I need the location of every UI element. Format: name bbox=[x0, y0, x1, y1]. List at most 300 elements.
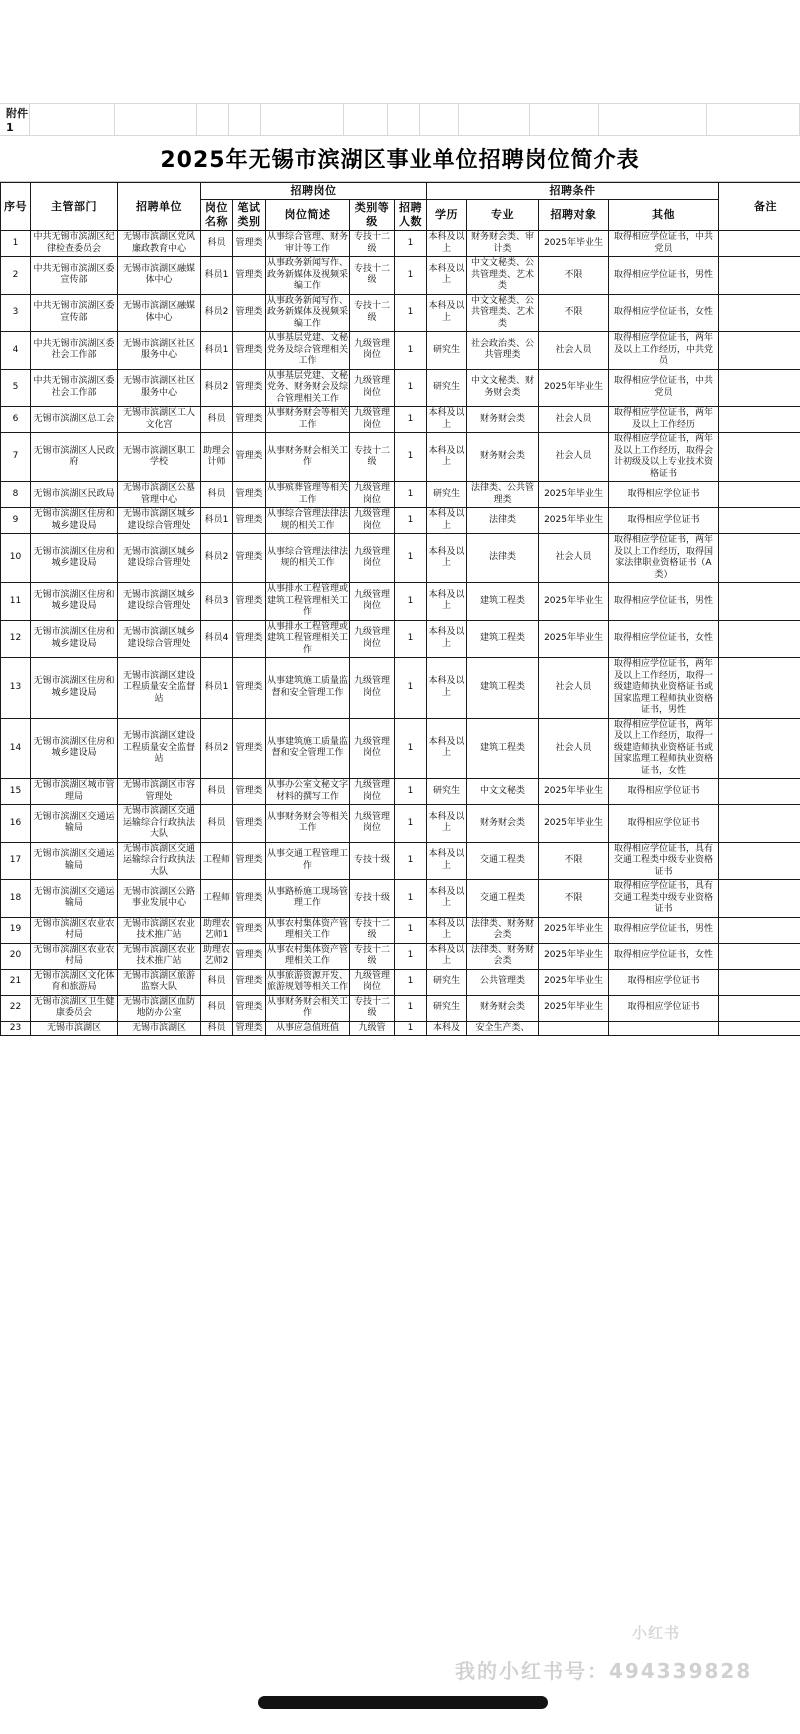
cell-unit: 无锡市滨湖区职工学校 bbox=[118, 433, 201, 482]
cell-target: 2025年毕业生 bbox=[539, 779, 609, 805]
cell-education: 本科及 bbox=[427, 1021, 467, 1036]
table-row bbox=[1, 805, 800, 843]
cell-other: 取得相应学位证书 bbox=[609, 508, 719, 534]
cell-category-level: 九级管理岗位 bbox=[350, 482, 395, 508]
cell-major: 财务财会类 bbox=[467, 805, 539, 843]
cell-major: 中文文秘类、公共管理类、艺术类 bbox=[467, 257, 539, 295]
cell-unit: 无锡市滨湖区公墓管理中心 bbox=[118, 482, 201, 508]
cell-education: 研究生 bbox=[427, 779, 467, 805]
cell-remark bbox=[719, 583, 800, 621]
cell-dept: 无锡市滨湖区总工会 bbox=[31, 407, 118, 433]
cell-unit: 无锡市滨湖区党风廉政教育中心 bbox=[118, 231, 201, 257]
cell-other: 取得相应学位证书，两年及以上工作经历 bbox=[609, 407, 719, 433]
cell-remark bbox=[719, 917, 800, 943]
cell-seq: 3 bbox=[1, 294, 31, 332]
cell-exam-type: 管理类 bbox=[233, 917, 266, 943]
cell-remark bbox=[719, 231, 800, 257]
cell-headcount: 1 bbox=[395, 294, 427, 332]
cell-education: 本科及以上 bbox=[427, 294, 467, 332]
attachment-label: 附件1 bbox=[0, 104, 30, 135]
table-row bbox=[1, 534, 800, 583]
cell-major: 法律类 bbox=[467, 534, 539, 583]
cell-seq: 15 bbox=[1, 779, 31, 805]
cell-other: 取得相应学位证书，男性 bbox=[609, 917, 719, 943]
cell-education: 本科及以上 bbox=[427, 508, 467, 534]
cell-major: 财务财会类、审计类 bbox=[467, 231, 539, 257]
cell-exam-type: 管理类 bbox=[233, 369, 266, 407]
cell-exam-type: 管理类 bbox=[233, 294, 266, 332]
cell-education: 本科及以上 bbox=[427, 257, 467, 295]
cell-unit: 无锡市滨湖区建设工程质量安全监督站 bbox=[118, 718, 201, 779]
cell-dept: 无锡市滨湖区住房和城乡建设局 bbox=[31, 534, 118, 583]
cell-dept: 无锡市滨湖区农业农村局 bbox=[31, 917, 118, 943]
cell-position-name: 科员2 bbox=[201, 294, 233, 332]
cell-position-name: 科员 bbox=[201, 995, 233, 1021]
cell-dept: 无锡市滨湖区人民政府 bbox=[31, 433, 118, 482]
cell-education: 研究生 bbox=[427, 482, 467, 508]
cell-education: 本科及以上 bbox=[427, 917, 467, 943]
cell-education: 本科及以上 bbox=[427, 718, 467, 779]
col-header-major: 专业 bbox=[467, 200, 539, 231]
cell-exam-type: 管理类 bbox=[233, 620, 266, 658]
cell-seq: 6 bbox=[1, 407, 31, 433]
cell-dept: 无锡市滨湖区住房和城乡建设局 bbox=[31, 583, 118, 621]
attachment-blank-cell bbox=[707, 104, 800, 135]
cell-dept: 无锡市滨湖区住房和城乡建设局 bbox=[31, 718, 118, 779]
cell-dept: 无锡市滨湖区 bbox=[31, 1021, 118, 1036]
cell-dept: 无锡市滨湖区交通运输局 bbox=[31, 842, 118, 880]
cell-other: 取得相应学位证书，具有交通工程类中级专业资格证书 bbox=[609, 880, 719, 918]
cell-exam-type: 管理类 bbox=[233, 534, 266, 583]
col-header-education: 学历 bbox=[427, 200, 467, 231]
cell-seq: 1 bbox=[1, 231, 31, 257]
cell-seq: 17 bbox=[1, 842, 31, 880]
cell-unit: 无锡市滨湖区公路事业发展中心 bbox=[118, 880, 201, 918]
cell-seq: 19 bbox=[1, 917, 31, 943]
attachment-blank-cell bbox=[197, 104, 229, 135]
cell-target: 社会人员 bbox=[539, 718, 609, 779]
table-row bbox=[1, 332, 800, 370]
cell-headcount: 1 bbox=[395, 779, 427, 805]
cell-dept: 无锡市滨湖区民政局 bbox=[31, 482, 118, 508]
cell-description: 从事办公室文秘文字材料的撰写工作 bbox=[266, 779, 350, 805]
table-row bbox=[1, 969, 800, 995]
cell-category-level: 专技十级 bbox=[350, 842, 395, 880]
cell-seq: 10 bbox=[1, 534, 31, 583]
col-header-position-name: 岗位名称 bbox=[201, 200, 233, 231]
cell-position-name: 工程师 bbox=[201, 842, 233, 880]
cell-other: 取得相应学位证书，女性 bbox=[609, 294, 719, 332]
cell-other: 取得相应学位证书，中共党员 bbox=[609, 369, 719, 407]
cell-target bbox=[539, 1021, 609, 1036]
cell-headcount: 1 bbox=[395, 534, 427, 583]
cell-remark bbox=[719, 880, 800, 918]
cell-other bbox=[609, 1021, 719, 1036]
cell-target: 社会人员 bbox=[539, 534, 609, 583]
cell-education: 本科及以上 bbox=[427, 943, 467, 969]
header-group-row bbox=[1, 183, 800, 200]
cell-dept: 中共无锡市滨湖区委社会工作部 bbox=[31, 332, 118, 370]
cell-position-name: 工程师 bbox=[201, 880, 233, 918]
cell-unit: 无锡市滨湖区社区服务中心 bbox=[118, 332, 201, 370]
title-band bbox=[0, 136, 800, 182]
cell-remark bbox=[719, 534, 800, 583]
cell-seq: 13 bbox=[1, 658, 31, 719]
cell-position-name: 科员 bbox=[201, 779, 233, 805]
cell-category-level: 九级管理岗位 bbox=[350, 369, 395, 407]
cell-target: 社会人员 bbox=[539, 658, 609, 719]
cell-headcount: 1 bbox=[395, 995, 427, 1021]
cell-category-level: 九级管 bbox=[350, 1021, 395, 1036]
cell-major: 财务财会类 bbox=[467, 407, 539, 433]
cell-target: 2025年毕业生 bbox=[539, 995, 609, 1021]
redaction-bar bbox=[258, 1696, 548, 1709]
cell-seq: 22 bbox=[1, 995, 31, 1021]
cell-exam-type: 管理类 bbox=[233, 969, 266, 995]
cell-unit: 无锡市滨湖区 bbox=[118, 1021, 201, 1036]
cell-education: 本科及以上 bbox=[427, 620, 467, 658]
cell-category-level: 九级管理岗位 bbox=[350, 969, 395, 995]
cell-dept: 无锡市滨湖区城市管理局 bbox=[31, 779, 118, 805]
cell-remark bbox=[719, 482, 800, 508]
cell-description: 从事旅游资源开发、旅游规划等相关工作 bbox=[266, 969, 350, 995]
cell-major: 法律类 bbox=[467, 508, 539, 534]
table-row bbox=[1, 257, 800, 295]
attachment-blank-cell bbox=[599, 104, 707, 135]
cell-description: 从事基层党建、文秘党务及综合管理相关工作 bbox=[266, 332, 350, 370]
table-body bbox=[1, 231, 800, 1036]
cell-seq: 21 bbox=[1, 969, 31, 995]
table-row bbox=[1, 231, 800, 257]
cell-major: 中文文秘类、公共管理类、艺术类 bbox=[467, 294, 539, 332]
cell-description: 从事财务财会等相关工作 bbox=[266, 805, 350, 843]
cell-seq: 7 bbox=[1, 433, 31, 482]
cell-headcount: 1 bbox=[395, 943, 427, 969]
table-row bbox=[1, 369, 800, 407]
cell-description: 从事排水工程管理或建筑工程管理相关工作 bbox=[266, 620, 350, 658]
cell-headcount: 1 bbox=[395, 433, 427, 482]
table-row bbox=[1, 1021, 800, 1036]
cell-headcount: 1 bbox=[395, 482, 427, 508]
cell-education: 本科及以上 bbox=[427, 231, 467, 257]
cell-dept: 无锡市滨湖区交通运输局 bbox=[31, 805, 118, 843]
cell-description: 从事基层党建、文秘党务、财务财会及综合管理相关工作 bbox=[266, 369, 350, 407]
cell-category-level: 九级管理岗位 bbox=[350, 805, 395, 843]
cell-education: 研究生 bbox=[427, 332, 467, 370]
cell-unit: 无锡市滨湖区融媒体中心 bbox=[118, 257, 201, 295]
cell-exam-type: 管理类 bbox=[233, 433, 266, 482]
cell-description: 从事政务新闻写作、政务新媒体及视频采编工作 bbox=[266, 294, 350, 332]
cell-target: 2025年毕业生 bbox=[539, 969, 609, 995]
cell-remark bbox=[719, 369, 800, 407]
cell-category-level: 九级管理岗位 bbox=[350, 658, 395, 719]
cell-target: 2025年毕业生 bbox=[539, 508, 609, 534]
cell-unit: 无锡市滨湖区工人文化宫 bbox=[118, 407, 201, 433]
cell-position-name: 科员2 bbox=[201, 369, 233, 407]
cell-category-level: 专技十二级 bbox=[350, 294, 395, 332]
table-row bbox=[1, 917, 800, 943]
cell-target: 2025年毕业生 bbox=[539, 620, 609, 658]
cell-headcount: 1 bbox=[395, 620, 427, 658]
cell-exam-type: 管理类 bbox=[233, 995, 266, 1021]
cell-education: 本科及以上 bbox=[427, 407, 467, 433]
attachment-blank-cell bbox=[261, 104, 344, 135]
cell-remark bbox=[719, 433, 800, 482]
cell-seq: 23 bbox=[1, 1021, 31, 1036]
cell-education: 本科及以上 bbox=[427, 583, 467, 621]
cell-remark bbox=[719, 294, 800, 332]
cell-dept: 无锡市滨湖区文化体育和旅游局 bbox=[31, 969, 118, 995]
cell-unit: 无锡市滨湖区农业技术推广站 bbox=[118, 917, 201, 943]
attachment-blank-cell bbox=[344, 104, 388, 135]
cell-exam-type: 管理类 bbox=[233, 407, 266, 433]
cell-major: 建筑工程类 bbox=[467, 620, 539, 658]
cell-major: 财务财会类 bbox=[467, 433, 539, 482]
cell-education: 研究生 bbox=[427, 369, 467, 407]
top-margin bbox=[0, 0, 800, 103]
cell-description: 从事农村集体资产管理相关工作 bbox=[266, 917, 350, 943]
cell-position-name: 科员2 bbox=[201, 534, 233, 583]
cell-position-name: 科员1 bbox=[201, 658, 233, 719]
cell-position-name: 科员 bbox=[201, 969, 233, 995]
cell-category-level: 九级管理岗位 bbox=[350, 620, 395, 658]
cell-exam-type: 管理类 bbox=[233, 805, 266, 843]
cell-description: 从事建筑施工质量监督和安全管理工作 bbox=[266, 718, 350, 779]
col-header-seq: 序号 bbox=[1, 183, 31, 231]
cell-exam-type: 管理类 bbox=[233, 842, 266, 880]
col-header-remark: 备注 bbox=[719, 183, 800, 231]
cell-description: 从事殡葬管理等相关工作 bbox=[266, 482, 350, 508]
cell-exam-type: 管理类 bbox=[233, 332, 266, 370]
cell-seq: 16 bbox=[1, 805, 31, 843]
cell-exam-type: 管理类 bbox=[233, 231, 266, 257]
cell-unit: 无锡市滨湖区城乡建设综合管理处 bbox=[118, 508, 201, 534]
cell-category-level: 专技十二级 bbox=[350, 917, 395, 943]
cell-headcount: 1 bbox=[395, 880, 427, 918]
col-header-unit: 招聘单位 bbox=[118, 183, 201, 231]
cell-headcount: 1 bbox=[395, 369, 427, 407]
recruitment-table bbox=[0, 182, 800, 1036]
cell-other: 取得相应学位证书 bbox=[609, 779, 719, 805]
col-header-dept: 主管部门 bbox=[31, 183, 118, 231]
cell-dept: 无锡市滨湖区住房和城乡建设局 bbox=[31, 658, 118, 719]
cell-unit: 无锡市滨湖区城乡建设综合管理处 bbox=[118, 620, 201, 658]
cell-other: 取得相应学位证书，男性 bbox=[609, 583, 719, 621]
cell-position-name: 助理农艺师2 bbox=[201, 943, 233, 969]
cell-description: 从事交通工程管理工作 bbox=[266, 842, 350, 880]
cell-seq: 18 bbox=[1, 880, 31, 918]
cell-exam-type: 管理类 bbox=[233, 583, 266, 621]
attachment-blank-cell bbox=[30, 104, 116, 135]
cell-position-name: 科员3 bbox=[201, 583, 233, 621]
cell-target: 不限 bbox=[539, 842, 609, 880]
attachment-blank-cell bbox=[530, 104, 599, 135]
cell-other: 取得相应学位证书，具有交通工程类中级专业资格证书 bbox=[609, 842, 719, 880]
table-row bbox=[1, 508, 800, 534]
cell-seq: 2 bbox=[1, 257, 31, 295]
cell-description: 从事财务财会等相关工作 bbox=[266, 407, 350, 433]
cell-headcount: 1 bbox=[395, 332, 427, 370]
table-row bbox=[1, 842, 800, 880]
cell-remark bbox=[719, 407, 800, 433]
attachment-strip bbox=[0, 103, 800, 136]
cell-exam-type: 管理类 bbox=[233, 880, 266, 918]
cell-major: 中文文秘类 bbox=[467, 779, 539, 805]
cell-remark bbox=[719, 508, 800, 534]
cell-dept: 无锡市滨湖区农业农村局 bbox=[31, 943, 118, 969]
cell-exam-type: 管理类 bbox=[233, 1021, 266, 1036]
cell-category-level: 九级管理岗位 bbox=[350, 779, 395, 805]
cell-other: 取得相应学位证书，女性 bbox=[609, 620, 719, 658]
table-row bbox=[1, 995, 800, 1021]
cell-description: 从事财务财会相关工作 bbox=[266, 995, 350, 1021]
cell-headcount: 1 bbox=[395, 231, 427, 257]
cell-target: 2025年毕业生 bbox=[539, 943, 609, 969]
cell-other: 取得相应学位证书，两年及以上工作经历，取得国家法律职业资格证书（A类） bbox=[609, 534, 719, 583]
cell-target: 社会人员 bbox=[539, 332, 609, 370]
cell-exam-type: 管理类 bbox=[233, 718, 266, 779]
col-header-category-level: 类别等级 bbox=[350, 200, 395, 231]
cell-exam-type: 管理类 bbox=[233, 779, 266, 805]
cell-exam-type: 管理类 bbox=[233, 257, 266, 295]
cell-position-name: 科员2 bbox=[201, 718, 233, 779]
cell-major: 法律类、财务财会类 bbox=[467, 917, 539, 943]
cell-education: 本科及以上 bbox=[427, 534, 467, 583]
cell-headcount: 1 bbox=[395, 805, 427, 843]
cell-headcount: 1 bbox=[395, 407, 427, 433]
cell-unit: 无锡市滨湖区农业技术推广站 bbox=[118, 943, 201, 969]
cell-position-name: 助理会计师 bbox=[201, 433, 233, 482]
cell-education: 研究生 bbox=[427, 995, 467, 1021]
cell-other: 取得相应学位证书，两年及以上工作经历，中共党员 bbox=[609, 332, 719, 370]
cell-target: 2025年毕业生 bbox=[539, 917, 609, 943]
cell-remark bbox=[719, 718, 800, 779]
attachment-blank-cell bbox=[115, 104, 197, 135]
cell-dept: 无锡市滨湖区交通运输局 bbox=[31, 880, 118, 918]
table-row bbox=[1, 880, 800, 918]
cell-education: 研究生 bbox=[427, 969, 467, 995]
cell-position-name: 科员4 bbox=[201, 620, 233, 658]
cell-other: 取得相应学位证书，两年及以上工作经历，取得一级建造师执业资格证书或国家监理工程师执业资格证书，女性 bbox=[609, 718, 719, 779]
cell-position-name: 科员1 bbox=[201, 332, 233, 370]
cell-description: 从事农村集体资产管理相关工作 bbox=[266, 943, 350, 969]
attachment-blank-cell bbox=[420, 104, 459, 135]
cell-category-level: 专技十级 bbox=[350, 880, 395, 918]
cell-major: 建筑工程类 bbox=[467, 658, 539, 719]
cell-seq: 4 bbox=[1, 332, 31, 370]
cell-target: 2025年毕业生 bbox=[539, 482, 609, 508]
cell-target: 2025年毕业生 bbox=[539, 805, 609, 843]
col-group-position: 招聘岗位 bbox=[201, 183, 427, 200]
table-row bbox=[1, 620, 800, 658]
attachment-blank-cell bbox=[388, 104, 420, 135]
cell-headcount: 1 bbox=[395, 969, 427, 995]
cell-dept: 中共无锡市滨湖区委宣传部 bbox=[31, 294, 118, 332]
col-group-condition: 招聘条件 bbox=[427, 183, 719, 200]
page-title: 2025年无锡市滨湖区事业单位招聘岗位简介表 bbox=[160, 148, 640, 173]
col-header-headcount: 招聘人数 bbox=[395, 200, 427, 231]
cell-other: 取得相应学位证书，两年及以上工作经历，取得一级建造师执业资格证书或国家监理工程师执业资格证书，男性 bbox=[609, 658, 719, 719]
cell-headcount: 1 bbox=[395, 583, 427, 621]
cell-seq: 8 bbox=[1, 482, 31, 508]
cell-description: 从事财务财会相关工作 bbox=[266, 433, 350, 482]
cell-major: 法律类、公共管理类 bbox=[467, 482, 539, 508]
cell-category-level: 九级管理岗位 bbox=[350, 534, 395, 583]
cell-category-level: 专技十二级 bbox=[350, 995, 395, 1021]
cell-major: 交通工程类 bbox=[467, 842, 539, 880]
cell-description: 从事政务新闻写作、政务新媒体及视频采编工作 bbox=[266, 257, 350, 295]
cell-description: 从事综合管理法律法规的相关工作 bbox=[266, 534, 350, 583]
cell-target: 2025年毕业生 bbox=[539, 369, 609, 407]
cell-major: 中文文秘类、财务财会类 bbox=[467, 369, 539, 407]
cell-education: 本科及以上 bbox=[427, 658, 467, 719]
cell-exam-type: 管理类 bbox=[233, 482, 266, 508]
cell-remark bbox=[719, 658, 800, 719]
cell-remark bbox=[719, 805, 800, 843]
table-row bbox=[1, 718, 800, 779]
cell-target: 不限 bbox=[539, 257, 609, 295]
cell-major: 建筑工程类 bbox=[467, 718, 539, 779]
cell-category-level: 专技十二级 bbox=[350, 943, 395, 969]
cell-other: 取得相应学位证书，中共党员 bbox=[609, 231, 719, 257]
cell-seq: 20 bbox=[1, 943, 31, 969]
cell-other: 取得相应学位证书 bbox=[609, 969, 719, 995]
table-row bbox=[1, 433, 800, 482]
table-row bbox=[1, 583, 800, 621]
col-header-exam-type: 笔试类别 bbox=[233, 200, 266, 231]
cell-other: 取得相应学位证书 bbox=[609, 995, 719, 1021]
cell-major: 社会政治类、公共管理类 bbox=[467, 332, 539, 370]
cell-position-name: 科员 bbox=[201, 805, 233, 843]
cell-seq: 5 bbox=[1, 369, 31, 407]
table-row bbox=[1, 482, 800, 508]
cell-seq: 14 bbox=[1, 718, 31, 779]
cell-seq: 12 bbox=[1, 620, 31, 658]
cell-category-level: 九级管理岗位 bbox=[350, 583, 395, 621]
cell-dept: 无锡市滨湖区住房和城乡建设局 bbox=[31, 620, 118, 658]
cell-dept: 中共无锡市滨湖区委社会工作部 bbox=[31, 369, 118, 407]
cell-target: 社会人员 bbox=[539, 433, 609, 482]
cell-description: 从事建筑施工质量监督和安全管理工作 bbox=[266, 658, 350, 719]
cell-remark bbox=[719, 257, 800, 295]
cell-seq: 11 bbox=[1, 583, 31, 621]
table-row bbox=[1, 943, 800, 969]
cell-remark bbox=[719, 779, 800, 805]
cell-position-name: 科员 bbox=[201, 482, 233, 508]
cell-major: 公共管理类 bbox=[467, 969, 539, 995]
cell-remark bbox=[719, 1021, 800, 1036]
cell-dept: 无锡市滨湖区住房和城乡建设局 bbox=[31, 508, 118, 534]
cell-description: 从事综合管理、财务审计等工作 bbox=[266, 231, 350, 257]
col-header-other: 其他 bbox=[609, 200, 719, 231]
cell-unit: 无锡市滨湖区城乡建设综合管理处 bbox=[118, 534, 201, 583]
table-header bbox=[1, 183, 800, 231]
cell-category-level: 九级管理岗位 bbox=[350, 718, 395, 779]
cell-unit: 无锡市滨湖区城乡建设综合管理处 bbox=[118, 583, 201, 621]
cell-other: 取得相应学位证书，女性 bbox=[609, 943, 719, 969]
cell-target: 2025年毕业生 bbox=[539, 583, 609, 621]
cell-unit: 无锡市滨湖区交通运输综合行政执法大队 bbox=[118, 805, 201, 843]
cell-remark bbox=[719, 332, 800, 370]
cell-other: 取得相应学位证书，男性 bbox=[609, 257, 719, 295]
cell-other: 取得相应学位证书，两年及以上工作经历，取得会计初级及以上专业技术资格证书 bbox=[609, 433, 719, 482]
cell-target: 2025年毕业生 bbox=[539, 231, 609, 257]
cell-headcount: 1 bbox=[395, 257, 427, 295]
cell-category-level: 九级管理岗位 bbox=[350, 332, 395, 370]
cell-exam-type: 管理类 bbox=[233, 508, 266, 534]
col-header-target: 招聘对象 bbox=[539, 200, 609, 231]
cell-major: 安全生产类、 bbox=[467, 1021, 539, 1036]
